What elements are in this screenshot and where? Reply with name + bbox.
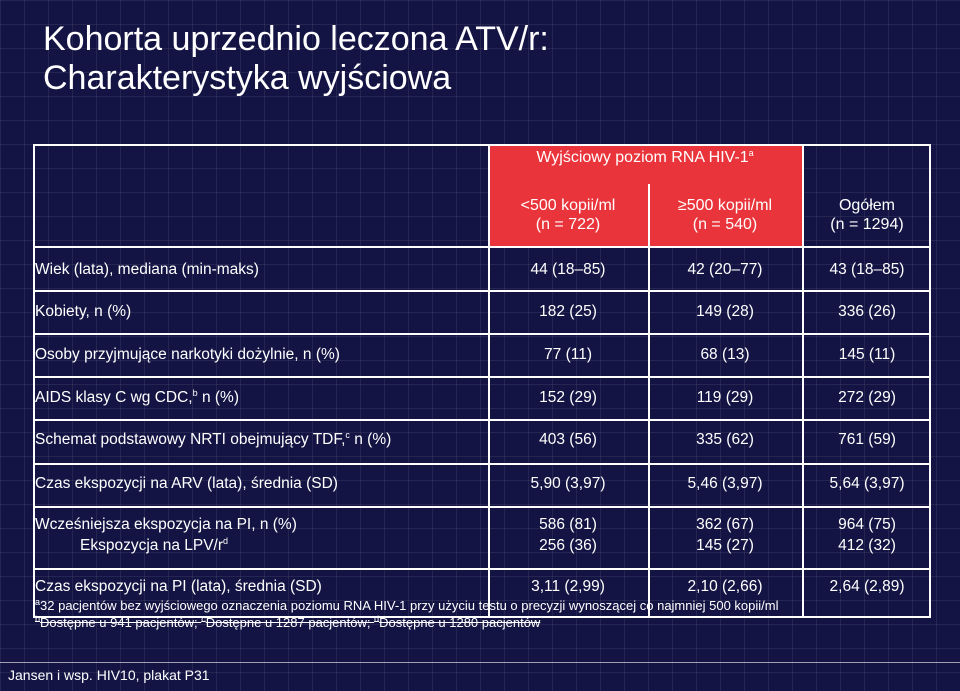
- table-cell: 119 (29): [696, 389, 754, 406]
- footnote-c-text: Dostępne u 1287 pacjentów;: [205, 615, 371, 630]
- table-cell: 42 (20–77): [687, 261, 763, 278]
- table-cell: 272 (29): [838, 389, 896, 406]
- row-label-tdf-text: Schemat podstawowy NRTI obejmujący TDF,: [35, 431, 346, 448]
- footnote-ref-b: b: [192, 388, 198, 398]
- column-header-1: [488, 196, 648, 234]
- row-label-idu: Osoby przyjmujące narkotyki dożylnie, n (%): [35, 346, 340, 363]
- column-header-3: [804, 196, 930, 234]
- table-cell: 152 (29): [539, 389, 597, 406]
- footnote-c-marker: c: [201, 614, 206, 624]
- table-cell: 5,46 (3,97): [687, 475, 763, 492]
- table-row-divider: [33, 419, 931, 421]
- table-row-divider: [33, 463, 931, 465]
- table-cell: 3,11 (2,99): [531, 578, 605, 595]
- table-cell: 5,90 (3,97): [530, 475, 606, 492]
- table-cell: 68 (13): [700, 346, 750, 363]
- table-cell: 586 (81): [539, 516, 597, 533]
- table-row-divider: [33, 246, 931, 248]
- row-label-pi-exposure: Wcześniejsza ekspozycja na PI, n (%): [35, 516, 297, 533]
- table-cell: 77 (11): [544, 346, 592, 363]
- footnote-b-text: Dostępne u 941 pacjentów;: [40, 615, 198, 630]
- footnote-a-marker: a: [35, 597, 41, 607]
- table-cell: 964 (75): [838, 516, 896, 533]
- group-header-text: Wyjściowy poziom RNA HIV-1: [536, 149, 749, 166]
- slide-title: [43, 20, 549, 98]
- row-label-women: Kobiety, n (%): [35, 303, 132, 320]
- title-line-1: Kohorta uprzednio leczona ATV/r:: [43, 20, 549, 58]
- column-header-1-n: (n = 722): [535, 216, 601, 233]
- table-cell: 2,10 (2,66): [687, 578, 763, 595]
- footnote-a: [35, 598, 778, 613]
- footnote-d-marker: d: [374, 614, 380, 624]
- table-row-divider: [33, 376, 931, 378]
- table-cell: 256 (36): [539, 537, 597, 554]
- group-header: [488, 148, 802, 169]
- footnote-ref-c: c: [345, 430, 350, 440]
- row-label-age: Wiek (lata), mediana (min-maks): [35, 261, 259, 278]
- row-label-aids: [35, 389, 239, 407]
- footnote-bcd: [35, 615, 540, 630]
- table-cell: 336 (26): [838, 303, 896, 320]
- row-label-lpv: [80, 537, 228, 555]
- footnote-b-marker: b: [35, 614, 41, 624]
- table-cell: 149 (28): [696, 303, 754, 320]
- group-header-sup: a: [748, 148, 754, 158]
- row-label-lpv-text: Ekspozycja na LPV/r: [80, 537, 224, 554]
- table-row-divider: [33, 568, 931, 570]
- table-cell: 44 (18–85): [530, 261, 606, 278]
- column-header-2-label: ≥500 kopii/ml: [677, 197, 773, 214]
- footnote-ref-d: d: [223, 536, 229, 546]
- table-cell: 145 (11): [838, 346, 896, 363]
- table-row-divider: [33, 290, 931, 292]
- bottom-divider: [0, 662, 960, 663]
- table-cell: 412 (32): [838, 537, 896, 554]
- table-cell: 5,64 (3,97): [829, 475, 905, 492]
- table-cell: 403 (56): [539, 431, 597, 448]
- table-cell: 2,64 (2,89): [829, 578, 905, 595]
- table-row-divider: [33, 506, 931, 508]
- column-header-2-n: (n = 540): [692, 216, 758, 233]
- column-header-2: [650, 196, 800, 234]
- row-label-aids-text: AIDS klasy C wg CDC,: [35, 389, 193, 406]
- source-citation: Jansen i wsp. HIV10, plakat P31: [8, 667, 210, 683]
- footnote-d-text: Dostępne u 1280 pacjentów: [379, 615, 541, 630]
- row-label-tdf-suffix: n (%): [349, 431, 392, 448]
- column-header-3-label: Ogółem: [838, 197, 896, 214]
- table-cell: 182 (25): [539, 303, 597, 320]
- column-header-3-n: (n = 1294): [830, 216, 904, 233]
- row-label-pi-duration: Czas ekspozycji na PI (lata), średnia (SD): [35, 578, 322, 595]
- table-cell: 145 (27): [696, 537, 754, 554]
- row-label-arv-duration: Czas ekspozycji na ARV (lata), średnia (SD): [35, 475, 338, 492]
- title-line-2: Charakterystyka wyjściowa: [43, 59, 452, 97]
- table-cell: 761 (59): [838, 431, 896, 448]
- table-row-divider: [33, 333, 931, 335]
- footnote-a-text: 32 pacjentów bez wyjściowego oznaczenia poziomu RNA HIV-1 przy użyciu testu o precyzji wynoszącej co najmniej 500 kopii/ml: [40, 598, 779, 613]
- table-cell: 362 (67): [696, 516, 754, 533]
- row-label-tdf: [35, 431, 391, 449]
- table-cell: 335 (62): [696, 431, 754, 448]
- column-header-1-label: <500 kopii/ml: [520, 197, 616, 214]
- row-label-aids-suffix: n (%): [197, 389, 239, 406]
- table-cell: 43 (18–85): [829, 261, 905, 278]
